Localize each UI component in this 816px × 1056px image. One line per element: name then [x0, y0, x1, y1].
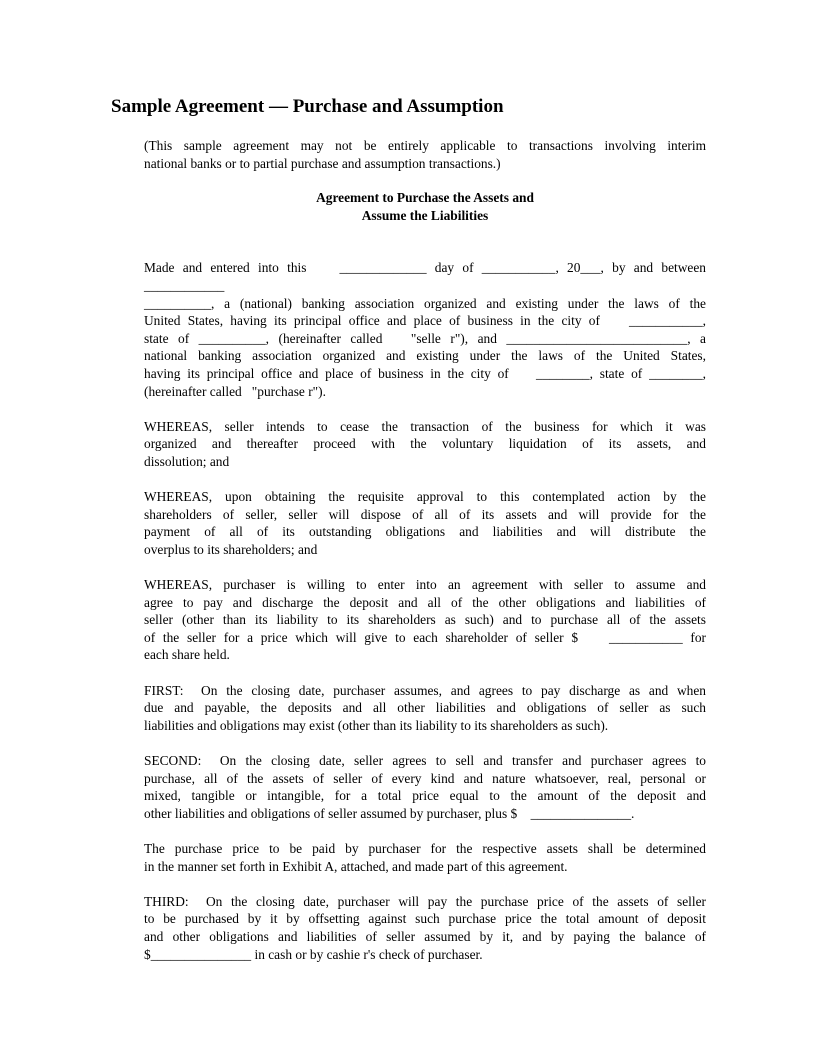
paragraph-line: overplus to its shareholders; and — [144, 541, 318, 557]
agreement-paragraph — [144, 893, 706, 963]
paragraph-line: WHEREAS, seller intends to cease the transaction of the business for which it was — [144, 418, 706, 434]
paragraph-line: SECOND: On the closing date, seller agrees to sell and transfer and purchaser agrees to — [144, 753, 706, 768]
paragraph-line: FIRST: On the closing date, purchaser assumes, and agrees to pay discharge as and when — [144, 682, 706, 698]
agreement-clauses — [144, 259, 713, 963]
paragraph-line: (hereinafter called "purchase r"). — [144, 383, 326, 399]
paragraph-line: liabilities and obligations may exist (other than its liability to its shareholders as such). — [144, 717, 609, 733]
intro-note — [144, 137, 706, 172]
document-body — [144, 137, 713, 963]
paragraph-line: United States, having its principal office and place of business in the city of ___________, — [144, 313, 706, 329]
paragraph-line: agree to pay and discharge the deposit and all of the other obligations and liabilities of — [144, 594, 706, 610]
paragraph-line: having its principal office and place of business in the city of ________, state of ________, — [144, 365, 706, 381]
paragraph-line: Made and entered into this _____________ day of ___________, 20___, by and between ____________ — [144, 260, 713, 293]
paragraph-line: state of __________, (hereinafter called "selle r"), and ___________________________, a — [144, 330, 706, 346]
paragraph-line: national banking association organized and existing under the laws of the United States, — [144, 348, 706, 364]
intro-line: (This sample agreement may not be entirely applicable to transactions involving interim — [144, 138, 706, 153]
paragraph-line: payment of all of its outstanding obligations and liabilities and will distribute the — [144, 524, 706, 540]
paragraph-line: of the seller for a price which will give to each shareholder of seller $ ___________ for — [144, 629, 706, 645]
agreement-paragraph — [144, 752, 706, 822]
paragraph-line: seller (other than its liability to its shareholders as such) and to purchase all of the assets — [144, 612, 706, 628]
paragraph-line: The purchase price to be paid by purchaser for the respective assets shall be determined — [144, 840, 706, 856]
heading-line: Agreement to Purchase the Assets and — [316, 190, 534, 206]
heading-line: Assume the Liabilities — [361, 207, 489, 223]
paragraph-line: and other obligations and liabilities of seller assumed by it, and by paying the balance of — [144, 928, 706, 944]
agreement-paragraph — [144, 840, 706, 875]
paragraph-line: other liabilities and obligations of seller assumed by purchaser, plus $ _______________. — [144, 805, 635, 821]
agreement-paragraph — [144, 488, 706, 558]
agreement-paragraph — [144, 682, 706, 735]
paragraph-line: shareholders of seller, seller will dispose of all of its assets and will provide for the — [144, 506, 706, 522]
agreement-paragraph — [144, 418, 706, 471]
paragraph-line: dissolution; and — [144, 453, 230, 469]
page-title: Sample Agreement — Purchase and Assumption — [111, 96, 504, 117]
paragraph-line: to be purchased by it by offsetting against such purchase price the total amount of deposit — [144, 911, 706, 927]
agreement-paragraph — [144, 259, 713, 400]
paragraph-line: organized and thereafter proceed with the voluntary liquidation of its assets, and — [144, 436, 706, 452]
paragraph-line: due and payable, the deposits and all other liabilities and obligations of seller as such — [144, 700, 706, 716]
intro-line: national banks or to partial purchase and assumption transactions.) — [144, 155, 501, 171]
agreement-paragraph — [144, 576, 706, 664]
paragraph-line: purchase, all of the assets of seller of every kind and nature whatsoever, real, personal or — [144, 770, 706, 786]
paragraph-line: in the manner set forth in Exhibit A, attached, and made part of this agreement. — [144, 858, 568, 874]
paragraph-line: THIRD: On the closing date, purchaser will pay the purchase price of the assets of seller — [144, 893, 706, 909]
agreement-heading — [144, 189, 706, 224]
paragraph-line: mixed, tangible or intangible, for a total price equal to the amount of the deposit and — [144, 788, 706, 804]
paragraph-line: WHEREAS, purchaser is willing to enter into an agreement with seller to assume and — [144, 577, 706, 593]
paragraph-line: WHEREAS, upon obtaining the requisite approval to this contemplated action by the — [144, 489, 706, 505]
paragraph-line: each share held. — [144, 647, 230, 663]
paragraph-line: $_______________ in cash or by cashie r's check of purchaser. — [144, 946, 483, 962]
paragraph-line: __________, a (national) banking association organized and existing under the laws of the — [144, 295, 706, 311]
